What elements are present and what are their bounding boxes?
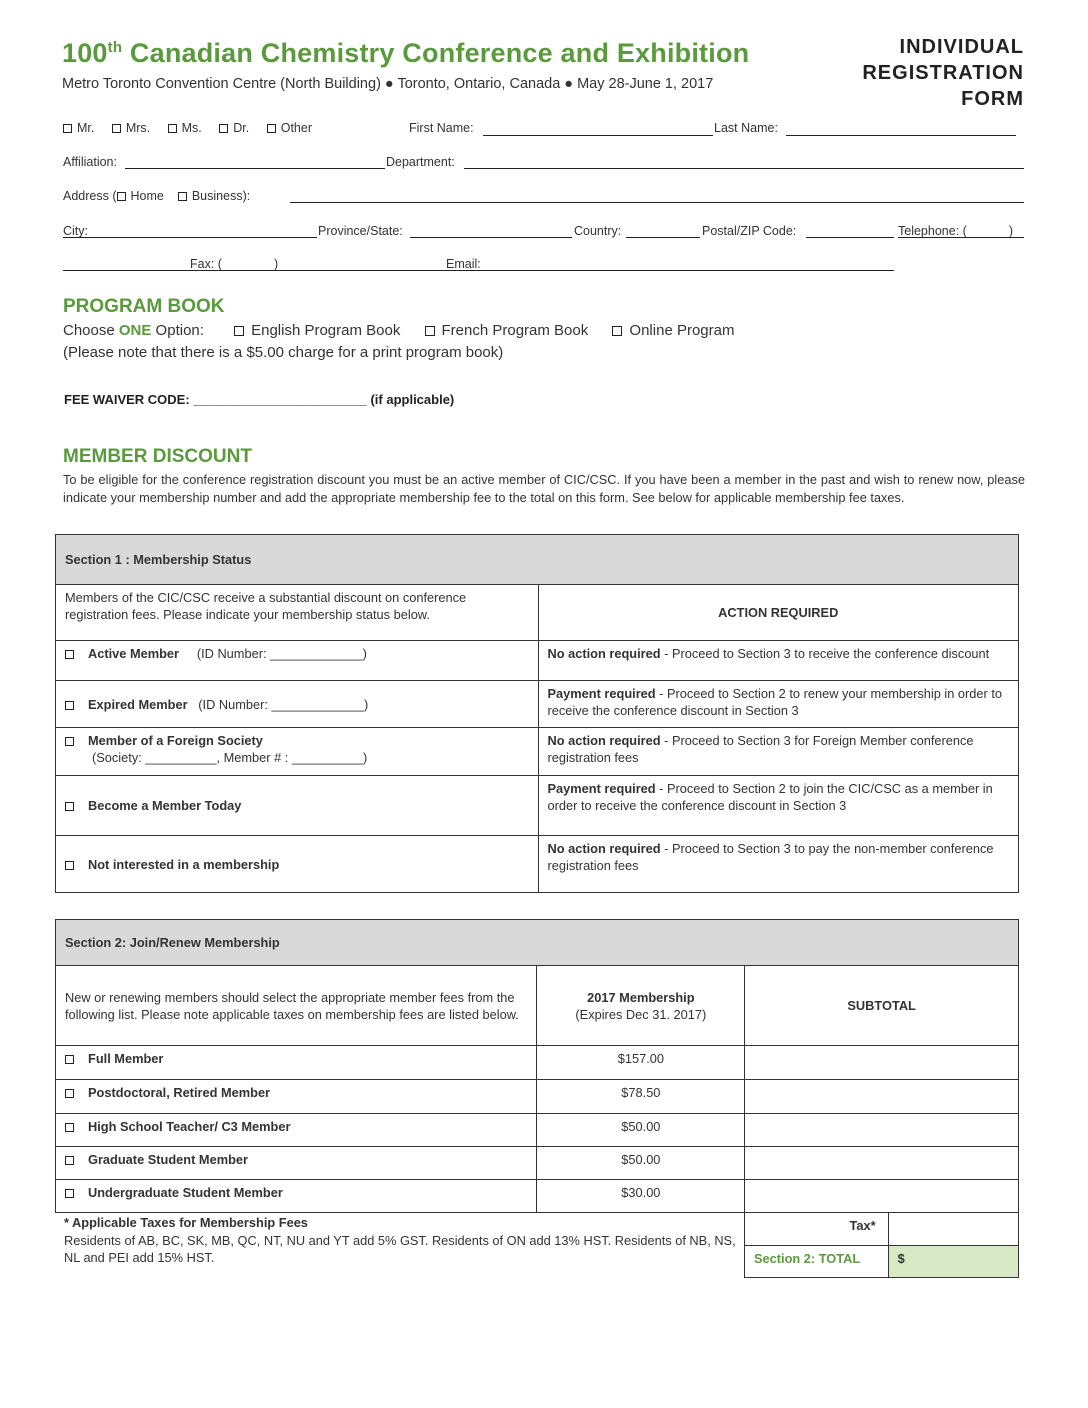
section2-total-field[interactable]: $	[888, 1246, 1018, 1278]
action-required-header: ACTION REQUIRED	[538, 585, 1018, 641]
price-cell: $30.00	[537, 1180, 745, 1213]
section1-title: Section 1 : Membership Status	[56, 535, 1019, 585]
price-cell: $78.50	[537, 1080, 745, 1114]
english-book-label: English Program Book	[251, 322, 401, 339]
city-label: City:	[63, 224, 88, 238]
online-program-label: Online Program	[629, 322, 735, 339]
form-title	[824, 34, 1024, 112]
checkbox-business[interactable]	[178, 192, 187, 201]
page-title: 100th Canadian Chemistry Conference and Exhibition	[62, 38, 750, 68]
tax-field[interactable]	[888, 1213, 1018, 1246]
postal-label: Postal/ZIP Code:	[702, 224, 797, 238]
subtotal-cell[interactable]	[745, 1114, 1019, 1147]
city-field[interactable]	[63, 237, 317, 238]
table-row: Undergraduate Student Member $30.00	[56, 1180, 1019, 1213]
address-field[interactable]	[290, 202, 1024, 203]
section2-title: Section 2: Join/Renew Membership	[56, 920, 1019, 966]
department-label: Department:	[386, 155, 455, 169]
checkbox-other[interactable]	[267, 124, 276, 133]
section2-intro: New or renewing members should select the appropriate member fees from the following list. Please note applicable taxes on membership fees are listed below.	[56, 966, 537, 1046]
section2-total-label: Section 2: TOTAL	[745, 1246, 889, 1278]
table-row: High School Teacher/ C3 Member $50.00	[56, 1114, 1019, 1147]
checkbox-become-member[interactable]	[65, 802, 74, 811]
title-mrs-label: Mrs.	[125, 121, 151, 135]
country-label: Country:	[574, 224, 622, 238]
membership-column-header: 2017 Membership (Expires Dec 31. 2017)	[537, 966, 745, 1046]
checkbox-english-book[interactable]	[234, 326, 244, 336]
department-field[interactable]	[464, 168, 1024, 169]
checkbox-full-member[interactable]	[65, 1055, 74, 1064]
country-field[interactable]	[626, 237, 700, 238]
fee-waiver-line: FEE WAIVER CODE: ________________________ (if applicable)	[64, 392, 455, 407]
checkbox-teacher-member[interactable]	[65, 1123, 74, 1132]
checkbox-mr[interactable]	[63, 124, 72, 133]
title-other-label: Other	[280, 121, 312, 135]
member-discount-heading: MEMBER DISCOUNT	[63, 446, 252, 467]
member-discount-paragraph: To be eligible for the conference registration discount you must be an active member of CIC/CSC. If you have been a member in the past and wish to renew now, please indicate your membership number and add the appropriate membership fee to the total on this form. See below for applicable membership fee taxes.	[63, 472, 1025, 505]
form-title-line: FORM	[961, 88, 1024, 110]
table-row: Not interested in a membership No action required - Proceed to Section 3 to pay the non-member conference registration fees	[56, 836, 1019, 893]
program-book-note: (Please note that there is a $5.00 charge for a print program book)	[63, 344, 504, 361]
telephone-label: Telephone: ( )	[898, 224, 1013, 238]
affiliation-field[interactable]	[125, 168, 385, 169]
subtotal-cell[interactable]	[745, 1046, 1019, 1080]
table-row: Become a Member Today Payment required - Proceed to Section 2 to join the CIC/CSC as a member in order to receive the conference discount in Section 3	[56, 776, 1019, 836]
checkbox-foreign-member[interactable]	[65, 737, 74, 746]
table-row: Expired Member (ID Number: _____________) Payment required - Proceed to Section 2 to renew your membership in order to receive the conference discount in Section 3	[56, 681, 1019, 728]
first-name-label: First Name:	[409, 121, 474, 135]
tax-note-title: * Applicable Taxes for Membership Fees	[64, 1215, 308, 1230]
section1-intro: Members of the CIC/CSC receive a substantial discount on conference registration fees. Please indicate your membership status below.	[56, 585, 539, 641]
checkbox-ms[interactable]	[168, 124, 177, 133]
title-mr-label: Mr.	[77, 121, 95, 135]
section1-table	[55, 534, 1019, 893]
event-subtitle: Metro Toronto Convention Centre (North Building) ● Toronto, Ontario, Canada ● May 28-June 1, 2017	[62, 76, 714, 92]
checkbox-expired-member[interactable]	[65, 701, 74, 710]
subtotal-cell[interactable]	[745, 1180, 1019, 1213]
price-cell: $50.00	[537, 1114, 745, 1147]
french-book-label: French Program Book	[441, 322, 589, 339]
checkbox-undergrad-member[interactable]	[65, 1189, 74, 1198]
province-label: Province/State:	[318, 224, 403, 238]
telephone-field[interactable]	[898, 237, 1024, 238]
affiliation-label: Affiliation:	[63, 155, 117, 169]
fax-label: Fax: ( )	[190, 257, 279, 271]
subtotal-column-header: SUBTOTAL	[745, 966, 1019, 1046]
totals-table	[744, 1212, 1019, 1278]
subtotal-cell[interactable]	[745, 1080, 1019, 1114]
title-options	[63, 121, 312, 135]
form-title-line: REGISTRATION	[862, 62, 1024, 84]
table-row: Member of a Foreign Society (Society: __________, Member # : __________) No action required - Proceed to Section 3 for Foreign Member conference registration fees	[56, 728, 1019, 776]
checkbox-not-interested[interactable]	[65, 861, 74, 870]
table-row: Graduate Student Member $50.00	[56, 1147, 1019, 1180]
price-cell: $50.00	[537, 1147, 745, 1180]
checkbox-online-program[interactable]	[612, 326, 622, 336]
form-title-line: INDIVIDUAL	[899, 36, 1024, 58]
tax-note	[64, 1214, 744, 1267]
postal-field[interactable]	[806, 237, 894, 238]
price-cell: $157.00	[537, 1046, 745, 1080]
province-field[interactable]	[410, 237, 572, 238]
table-row: Active Member (ID Number: _____________) No action required - Proceed to Section 3 to receive the conference discount	[56, 641, 1019, 681]
checkbox-mrs[interactable]	[112, 124, 121, 133]
program-book-heading: PROGRAM BOOK	[63, 296, 225, 317]
checkbox-french-book[interactable]	[425, 326, 435, 336]
last-name-label: Last Name:	[714, 121, 778, 135]
title-dr-label: Dr.	[233, 121, 250, 135]
fee-waiver-field[interactable]: ________________________	[193, 392, 367, 407]
program-book-options: Choose ONE Option: English Program Book French Program Book Online Program	[63, 322, 735, 339]
title-ms-label: Ms.	[181, 121, 202, 135]
table-row: Full Member $157.00	[56, 1046, 1019, 1080]
subtotal-cell[interactable]	[745, 1147, 1019, 1180]
last-name-field[interactable]	[786, 135, 1016, 136]
address-label: Address ( Home Business):	[63, 189, 251, 203]
checkbox-dr[interactable]	[219, 124, 228, 133]
tax-label: Tax*	[745, 1213, 889, 1246]
checkbox-postdoc-member[interactable]	[65, 1089, 74, 1098]
tax-note-text: Residents of AB, BC, SK, MB, QC, NT, NU and YT add 5% GST. Residents of ON add 13% HST. Residents of NB, NS, NL and PEI add 15% HST.	[64, 1232, 736, 1265]
checkbox-active-member[interactable]	[65, 650, 74, 659]
email-label: Email:	[446, 257, 481, 271]
checkbox-home[interactable]	[117, 192, 126, 201]
first-name-field[interactable]	[483, 135, 713, 136]
checkbox-grad-member[interactable]	[65, 1156, 74, 1165]
section2-table	[55, 919, 1019, 1213]
table-row: Postdoctoral, Retired Member $78.50	[56, 1080, 1019, 1114]
